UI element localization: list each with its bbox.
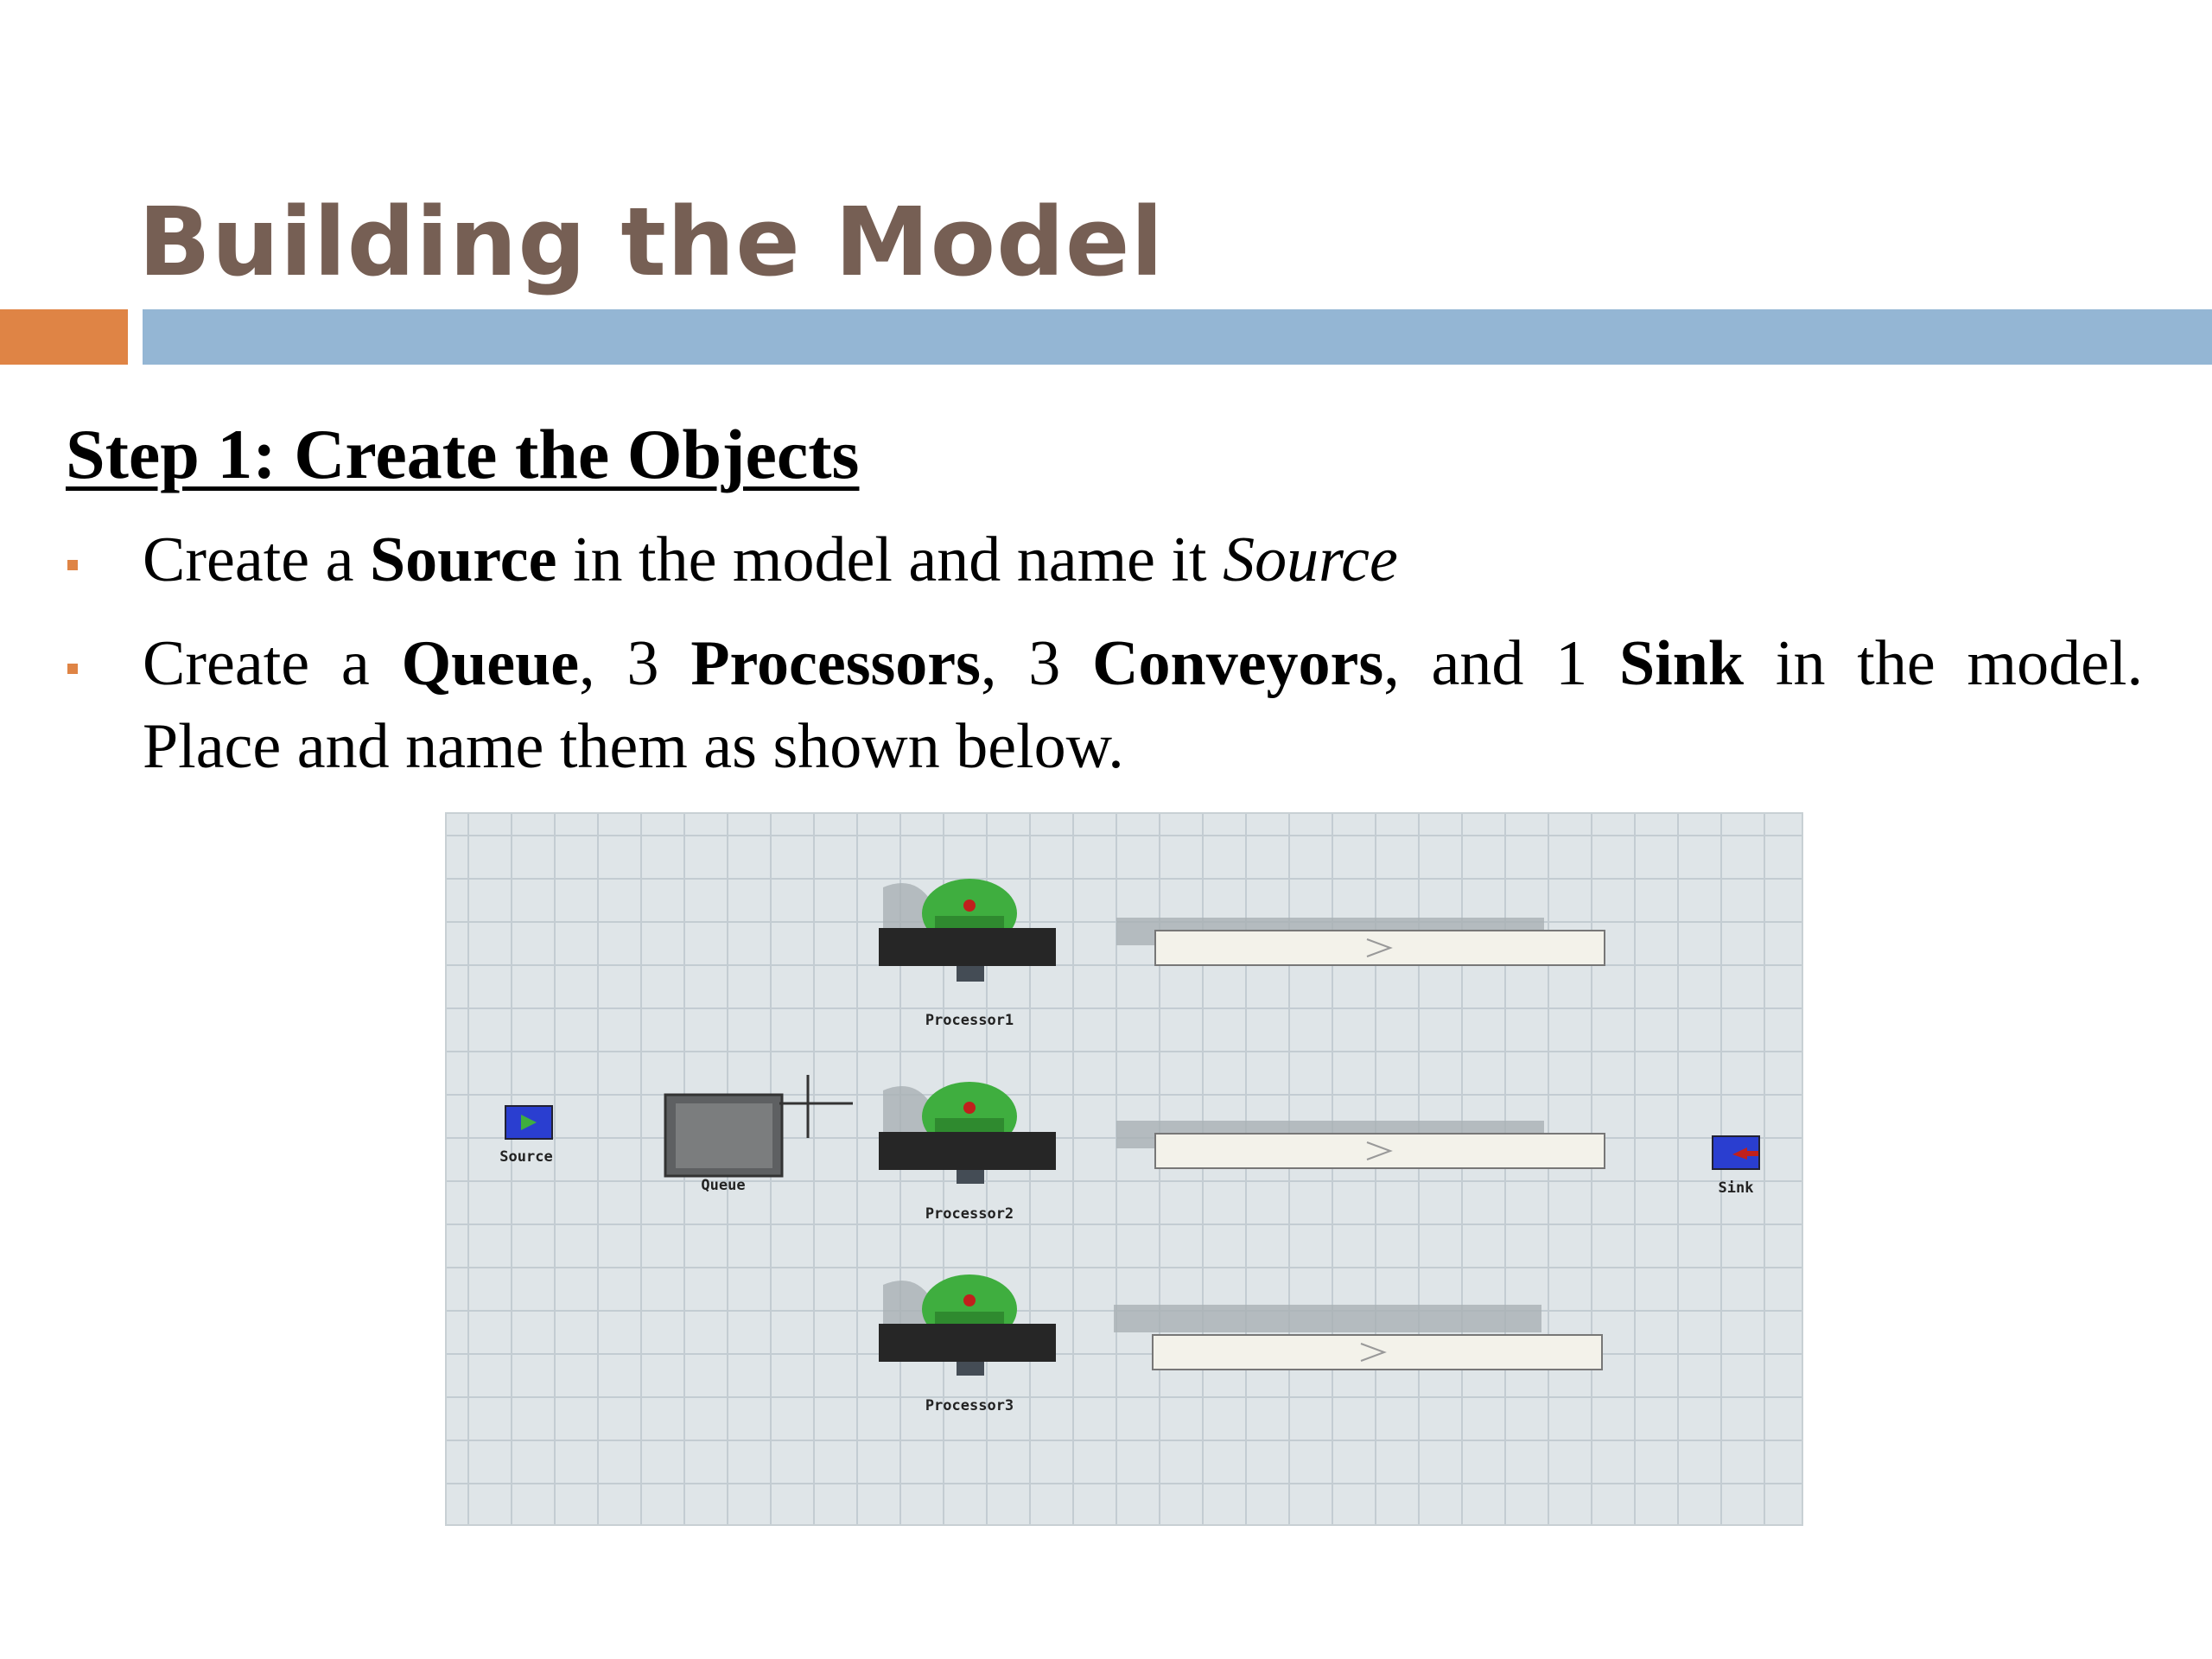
bullet-text-segment: , 3 xyxy=(579,628,691,699)
bullet-text-segment: Create a xyxy=(143,628,402,699)
processor1-icon xyxy=(879,879,1056,982)
conveyor3-icon xyxy=(1114,1305,1602,1370)
model-view-screenshot xyxy=(445,812,1803,1526)
bullet-text-segment: in the model. xyxy=(1744,628,2143,699)
bullet-marker-square-icon xyxy=(67,560,78,570)
bullet-item-objects xyxy=(143,622,2143,788)
step-heading: Step 1: Create the Objects xyxy=(66,415,860,493)
bullet-text-segment: , 3 xyxy=(980,628,1093,699)
processor2-label: Processor2 xyxy=(925,1205,1014,1223)
bullet-bold-sink: Sink xyxy=(1619,628,1745,699)
processor3-icon xyxy=(879,1274,1056,1376)
bullet-bold-conveyors: Conveyors xyxy=(1092,628,1384,699)
processor3-label: Processor3 xyxy=(925,1397,1014,1414)
bullet-bold-source: Source xyxy=(369,524,557,595)
queue-icon xyxy=(665,1075,853,1176)
source-icon xyxy=(505,1106,552,1139)
title-accent-bar-orange xyxy=(0,309,128,365)
bullet-line-1 xyxy=(143,622,2143,705)
conveyor1-icon xyxy=(1116,918,1605,965)
queue-label: Queue xyxy=(701,1177,746,1194)
model-view-canvas xyxy=(447,814,1803,1526)
bullet-italic-source: Source xyxy=(1223,524,1398,595)
title-accent-bar-blue xyxy=(143,309,2212,365)
source-label: Source xyxy=(499,1148,553,1166)
bullet-text-segment: Create a xyxy=(143,524,370,595)
conveyor2-icon xyxy=(1116,1121,1605,1168)
bullet-line-2: Place and name them as shown below. xyxy=(143,711,1124,782)
sink-label: Sink xyxy=(1718,1179,1754,1197)
processor1-label: Processor1 xyxy=(925,1012,1014,1029)
bullet-bold-queue: Queue xyxy=(401,628,580,699)
bullet-text-segment: in the model and name it xyxy=(556,524,1224,595)
bullet-item-source xyxy=(143,518,1398,601)
bullet-marker-square-icon xyxy=(67,664,78,674)
slide-title: Building the Model xyxy=(138,187,1165,297)
bullet-text-segment: , and 1 xyxy=(1383,628,1620,699)
sink-icon xyxy=(1713,1136,1759,1169)
bullet-bold-processors: Processors xyxy=(690,628,981,699)
processor2-icon xyxy=(879,1082,1056,1184)
